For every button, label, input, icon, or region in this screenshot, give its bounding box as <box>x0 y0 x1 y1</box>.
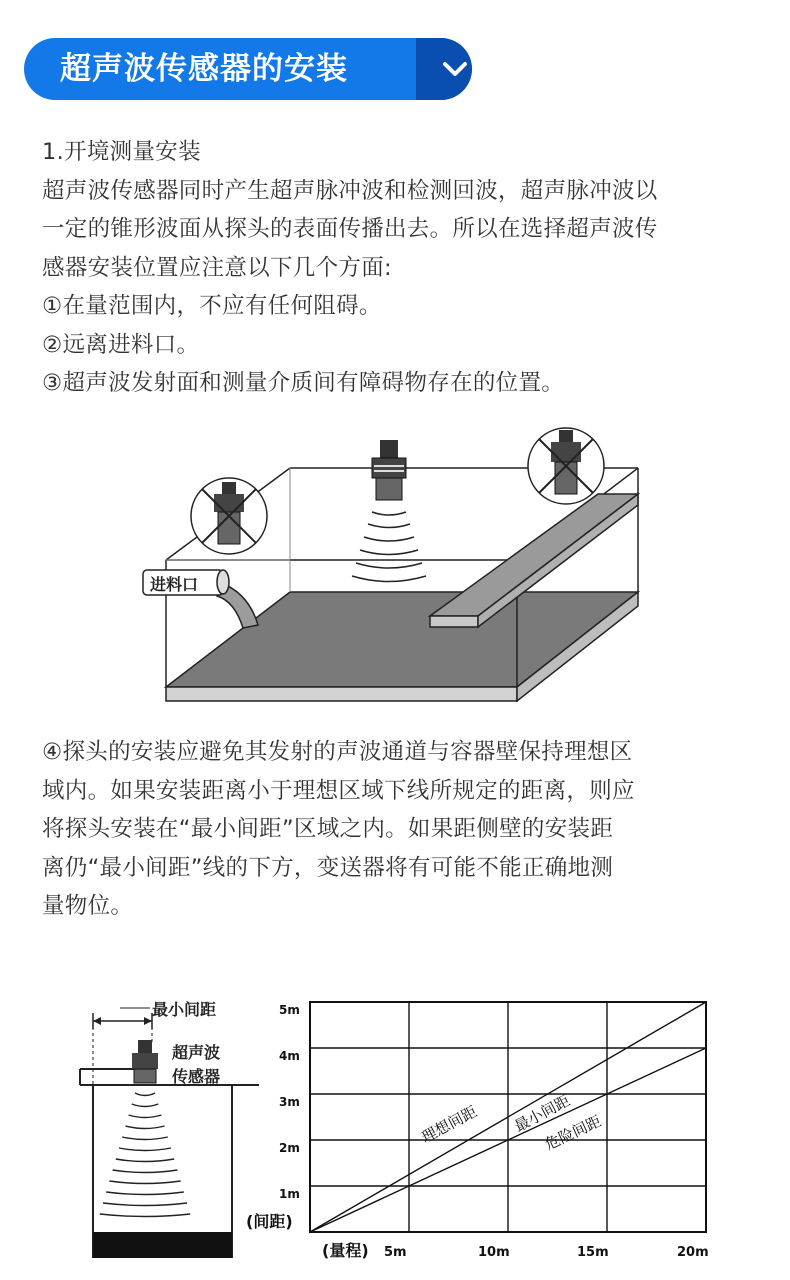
sound-wave <box>135 1093 155 1096</box>
min-spacing-line-label: 最小间距 <box>511 1091 573 1136</box>
x-axis-label: (量程) <box>322 1241 369 1260</box>
well-illustration <box>80 1000 259 1258</box>
text-line: 离仍“最小间距”线的下方，变送器将有可能不能正确地测 <box>42 854 614 881</box>
text-line: 一定的锥形波面从探头的表面传播出去。所以在选择超声波传 <box>42 216 658 242</box>
sound-wave <box>103 1203 187 1206</box>
sound-wave <box>132 1104 158 1107</box>
text-line: ③超声波发射面和测量介质间有障碍物存在的位置。 <box>42 370 565 396</box>
text-line: 域内。如果安装距离小于理想区域下线所规定的距离，则应 <box>42 777 635 804</box>
sensor-label-line1: 超声波 <box>172 1043 221 1062</box>
sound-wave <box>119 1148 171 1151</box>
text-line: ②远离进料口。 <box>42 331 200 358</box>
sound-wave <box>100 1214 190 1217</box>
text-line: 超声波传感器同时产生超声脉冲波和检测回波，超声脉冲波以 <box>42 177 658 204</box>
y-tick-label: 2m <box>279 1141 300 1155</box>
y-tick-label: 1m <box>279 1187 300 1201</box>
sound-wave <box>125 1126 164 1129</box>
page-title: 超声波传感器的安装 <box>60 51 348 87</box>
ideal-spacing-label: 理想间距 <box>418 1102 480 1147</box>
sound-wave <box>113 1170 178 1173</box>
y-tick-label: 3m <box>279 1095 300 1109</box>
x-tick-label: 20m <box>677 1245 709 1260</box>
text-line: 感器安装位置应注意以下几个方面: <box>42 254 392 281</box>
inlet-label: 进料口 <box>150 575 199 594</box>
min-spacing-label: 最小间距 <box>152 1000 217 1019</box>
sound-waves-icon <box>100 1093 190 1217</box>
sound-wave <box>116 1159 174 1162</box>
sound-wave <box>109 1181 180 1184</box>
x-tick-label: 5m <box>384 1245 407 1260</box>
sensor-label-line2: 传感器 <box>172 1067 221 1086</box>
x-tick-label: 10m <box>478 1245 510 1260</box>
text-line: ④探头的安装应避免其发射的声波通道与容器壁保持理想区 <box>42 739 633 765</box>
sound-wave <box>122 1137 168 1140</box>
text-line: 量物位。 <box>42 893 134 919</box>
y-tick-label: 5m <box>279 1003 300 1017</box>
text-line: 将探头安装在“最小间距”区域之内。如果距侧壁的安装距 <box>42 816 614 842</box>
y-tick-label: 4m <box>279 1049 300 1063</box>
y-axis-label: (间距) <box>246 1212 293 1231</box>
text-line: 1.开境测量安装 <box>42 139 201 165</box>
x-tick-label: 15m <box>577 1245 609 1260</box>
sound-wave <box>106 1192 184 1195</box>
text-line: ①在量范围内，不应有任何阻碍。 <box>42 293 382 319</box>
sound-wave <box>129 1115 162 1118</box>
danger-spacing-label: 危险间距 <box>542 1111 605 1154</box>
